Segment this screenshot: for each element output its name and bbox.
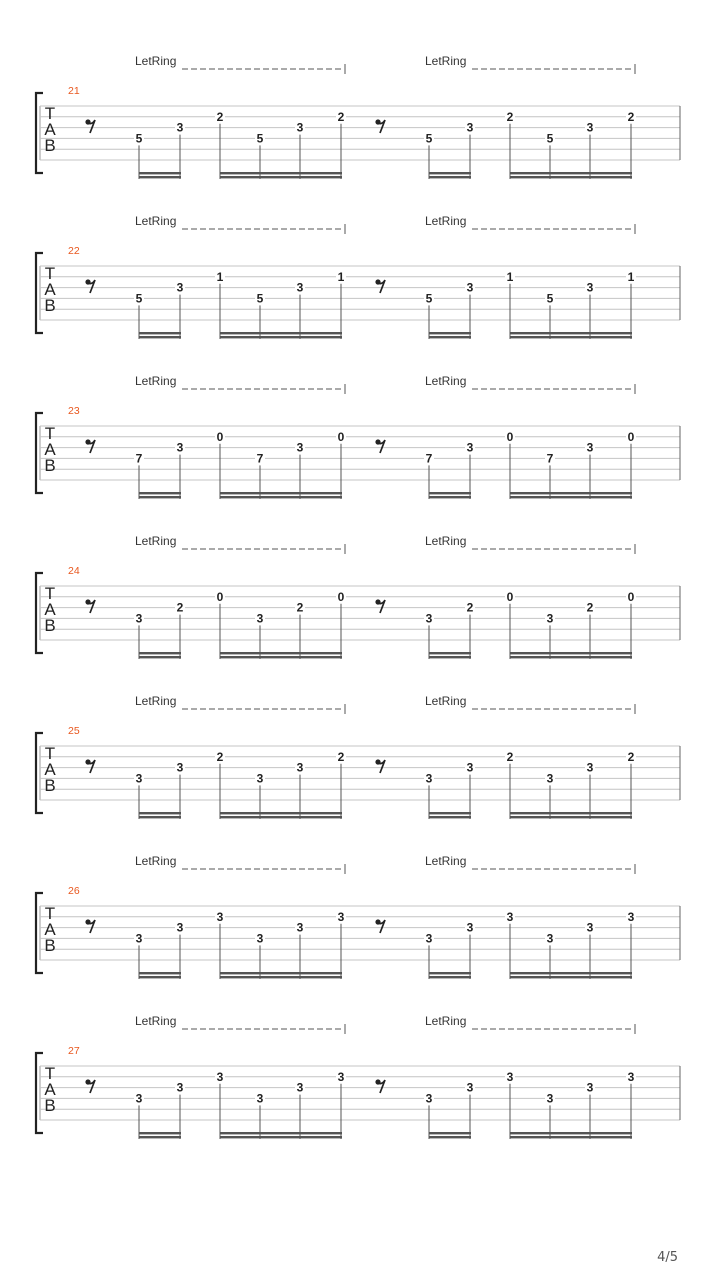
fret-number: 1 xyxy=(627,269,635,284)
beam xyxy=(510,332,632,334)
eighth-rest xyxy=(375,279,385,293)
eighth-rest xyxy=(375,599,385,613)
eighth-rest xyxy=(85,119,95,133)
let-ring-label: LetRing xyxy=(135,54,177,68)
beam xyxy=(220,496,342,498)
tab-system-27 xyxy=(36,1014,680,1139)
fret-number: 3 xyxy=(466,760,474,775)
tab-clef-letter: B xyxy=(44,456,56,475)
tab-clef-letter: B xyxy=(44,776,56,795)
fret-number: 3 xyxy=(256,611,264,626)
measure-number: 21 xyxy=(68,85,80,97)
fret-number: 3 xyxy=(586,440,594,455)
tab-clef-letter: A xyxy=(44,440,56,459)
tab-clef-letter: B xyxy=(44,936,56,955)
fret-number: 0 xyxy=(627,589,635,604)
fret-number: 2 xyxy=(216,749,224,764)
fret-number: 3 xyxy=(176,760,184,775)
fret-number: 5 xyxy=(256,291,264,306)
beam xyxy=(139,176,181,178)
beam xyxy=(220,976,342,978)
beam xyxy=(510,976,632,978)
fret-number: 2 xyxy=(627,749,635,764)
fret-number: 3 xyxy=(296,120,304,135)
fret-number: 3 xyxy=(506,909,514,924)
beam xyxy=(220,816,342,818)
beam xyxy=(139,812,181,814)
fret-number: 0 xyxy=(216,589,224,604)
beam xyxy=(220,972,342,974)
let-ring-label: LetRing xyxy=(425,854,467,868)
fret-number: 3 xyxy=(546,931,554,946)
tab-system-21 xyxy=(36,54,680,179)
tab-system-22 xyxy=(36,214,680,339)
fret-number: 3 xyxy=(176,120,184,135)
eighth-rest xyxy=(375,759,385,773)
fret-number: 5 xyxy=(425,131,433,146)
tab-clef-letter: T xyxy=(44,104,56,123)
tab-system-24 xyxy=(36,534,680,659)
fret-number: 2 xyxy=(216,109,224,124)
fret-number: 2 xyxy=(337,749,345,764)
let-ring-label: LetRing xyxy=(135,214,177,228)
page-number: 4/5 xyxy=(657,1250,678,1265)
measure-number: 25 xyxy=(68,725,80,737)
fret-number: 3 xyxy=(586,760,594,775)
tab-system-26 xyxy=(36,854,680,979)
beam xyxy=(429,656,471,658)
fret-number: 3 xyxy=(216,1069,224,1084)
measure-number: 27 xyxy=(68,1045,80,1057)
tab-clef-letter: A xyxy=(44,1080,56,1099)
beam xyxy=(510,492,632,494)
eighth-rest xyxy=(375,1079,385,1093)
fret-number: 3 xyxy=(466,920,474,935)
beam xyxy=(429,176,471,178)
fret-number: 3 xyxy=(337,1069,345,1084)
beam xyxy=(429,976,471,978)
tab-clef-letter: T xyxy=(44,904,56,923)
fret-number: 3 xyxy=(296,280,304,295)
beam xyxy=(510,172,632,174)
beam xyxy=(429,972,471,974)
fret-number: 5 xyxy=(256,131,264,146)
beam xyxy=(429,1132,471,1134)
fret-number: 3 xyxy=(586,120,594,135)
beam xyxy=(429,332,471,334)
beam xyxy=(220,656,342,658)
beam xyxy=(220,1132,342,1134)
fret-number: 3 xyxy=(627,1069,635,1084)
tab-system-23 xyxy=(36,374,680,499)
tab-system-25 xyxy=(36,694,680,819)
let-ring-label: LetRing xyxy=(135,374,177,388)
tab-clef-letter: A xyxy=(44,600,56,619)
fret-number: 3 xyxy=(176,440,184,455)
let-ring-label: LetRing xyxy=(135,694,177,708)
beam xyxy=(139,496,181,498)
eighth-rest xyxy=(375,439,385,453)
beam xyxy=(139,972,181,974)
beam xyxy=(510,972,632,974)
fret-number: 0 xyxy=(337,429,345,444)
beam xyxy=(220,492,342,494)
beam xyxy=(429,652,471,654)
eighth-rest xyxy=(85,1079,95,1093)
fret-number: 3 xyxy=(586,920,594,935)
fret-number: 2 xyxy=(627,109,635,124)
beam xyxy=(429,496,471,498)
fret-number: 3 xyxy=(546,611,554,626)
let-ring-label: LetRing xyxy=(135,534,177,548)
let-ring-label: LetRing xyxy=(425,694,467,708)
fret-number: 2 xyxy=(296,600,304,615)
fret-number: 3 xyxy=(586,280,594,295)
let-ring-label: LetRing xyxy=(425,374,467,388)
beam xyxy=(139,336,181,338)
let-ring-label: LetRing xyxy=(425,214,467,228)
fret-number: 3 xyxy=(425,771,433,786)
let-ring-label: LetRing xyxy=(425,54,467,68)
beam xyxy=(429,336,471,338)
tab-clef-letter: T xyxy=(44,584,56,603)
beam xyxy=(139,1132,181,1134)
tab-clef-letter: T xyxy=(44,424,56,443)
beam xyxy=(510,656,632,658)
beam xyxy=(220,176,342,178)
fret-number: 3 xyxy=(256,771,264,786)
beam xyxy=(510,176,632,178)
fret-number: 3 xyxy=(135,771,143,786)
fret-number: 3 xyxy=(176,280,184,295)
fret-number: 2 xyxy=(586,600,594,615)
fret-number: 2 xyxy=(337,109,345,124)
fret-number: 3 xyxy=(466,1080,474,1095)
eighth-rest xyxy=(85,759,95,773)
beam xyxy=(220,652,342,654)
fret-number: 3 xyxy=(176,1080,184,1095)
fret-number: 3 xyxy=(296,1080,304,1095)
beam xyxy=(139,492,181,494)
tab-clef-letter: A xyxy=(44,920,56,939)
tab-clef-letter: B xyxy=(44,1096,56,1115)
fret-number: 0 xyxy=(627,429,635,444)
eighth-rest xyxy=(85,279,95,293)
measure-number: 26 xyxy=(68,885,80,897)
beam xyxy=(139,976,181,978)
beam xyxy=(220,336,342,338)
beam xyxy=(139,652,181,654)
tab-clef-letter: A xyxy=(44,760,56,779)
fret-number: 2 xyxy=(506,749,514,764)
measure-number: 24 xyxy=(68,565,80,577)
let-ring-label: LetRing xyxy=(135,1014,177,1028)
fret-number: 3 xyxy=(216,909,224,924)
beam xyxy=(429,172,471,174)
beam xyxy=(429,1136,471,1138)
eighth-rest xyxy=(85,919,95,933)
beam xyxy=(139,816,181,818)
fret-number: 2 xyxy=(506,109,514,124)
tab-clef-letter: A xyxy=(44,280,56,299)
beam xyxy=(510,812,632,814)
eighth-rest xyxy=(375,919,385,933)
beam xyxy=(429,492,471,494)
fret-number: 3 xyxy=(296,760,304,775)
fret-number: 3 xyxy=(296,440,304,455)
tab-clef-letter: B xyxy=(44,616,56,635)
fret-number: 2 xyxy=(176,600,184,615)
eighth-rest xyxy=(85,599,95,613)
tab-clef-letter: T xyxy=(44,264,56,283)
fret-number: 3 xyxy=(256,1091,264,1106)
fret-number: 5 xyxy=(135,291,143,306)
beam xyxy=(139,172,181,174)
fret-number: 1 xyxy=(216,269,224,284)
fret-number: 0 xyxy=(506,589,514,604)
fret-number: 3 xyxy=(425,931,433,946)
fret-number: 1 xyxy=(337,269,345,284)
fret-number: 3 xyxy=(506,1069,514,1084)
measure-number: 23 xyxy=(68,405,80,417)
fret-number: 3 xyxy=(466,120,474,135)
fret-number: 3 xyxy=(135,1091,143,1106)
beam xyxy=(510,496,632,498)
measure-number: 22 xyxy=(68,245,80,257)
beam xyxy=(429,812,471,814)
beam xyxy=(510,816,632,818)
fret-number: 3 xyxy=(627,909,635,924)
beam xyxy=(220,812,342,814)
tab-clef-letter: A xyxy=(44,120,56,139)
fret-number: 7 xyxy=(256,451,264,466)
fret-number: 5 xyxy=(135,131,143,146)
fret-number: 5 xyxy=(546,291,554,306)
fret-number: 5 xyxy=(546,131,554,146)
beam xyxy=(220,332,342,334)
beam xyxy=(510,1132,632,1134)
fret-number: 1 xyxy=(506,269,514,284)
fret-number: 5 xyxy=(425,291,433,306)
eighth-rest xyxy=(375,119,385,133)
tab-clef-letter: B xyxy=(44,136,56,155)
fret-number: 3 xyxy=(135,931,143,946)
let-ring-label: LetRing xyxy=(135,854,177,868)
beam xyxy=(510,336,632,338)
fret-number: 3 xyxy=(176,920,184,935)
tab-clef-letter: T xyxy=(44,744,56,763)
fret-number: 0 xyxy=(216,429,224,444)
fret-number: 7 xyxy=(135,451,143,466)
fret-number: 0 xyxy=(506,429,514,444)
tab-clef-letter: T xyxy=(44,1064,56,1083)
beam xyxy=(429,816,471,818)
fret-number: 0 xyxy=(337,589,345,604)
fret-number: 3 xyxy=(546,771,554,786)
fret-number: 3 xyxy=(425,611,433,626)
fret-number: 3 xyxy=(586,1080,594,1095)
fret-number: 3 xyxy=(256,931,264,946)
let-ring-label: LetRing xyxy=(425,534,467,548)
fret-number: 3 xyxy=(296,920,304,935)
tab-clef-letter: B xyxy=(44,296,56,315)
eighth-rest xyxy=(85,439,95,453)
fret-number: 3 xyxy=(546,1091,554,1106)
beam xyxy=(220,1136,342,1138)
beam xyxy=(139,1136,181,1138)
beam xyxy=(139,332,181,334)
fret-number: 3 xyxy=(466,280,474,295)
fret-number: 2 xyxy=(466,600,474,615)
fret-number: 3 xyxy=(466,440,474,455)
beam xyxy=(510,652,632,654)
beam xyxy=(510,1136,632,1138)
let-ring-label: LetRing xyxy=(425,1014,467,1028)
fret-number: 3 xyxy=(135,611,143,626)
fret-number: 3 xyxy=(425,1091,433,1106)
fret-number: 3 xyxy=(337,909,345,924)
beam xyxy=(220,172,342,174)
beam xyxy=(139,656,181,658)
fret-number: 7 xyxy=(546,451,554,466)
fret-number: 7 xyxy=(425,451,433,466)
